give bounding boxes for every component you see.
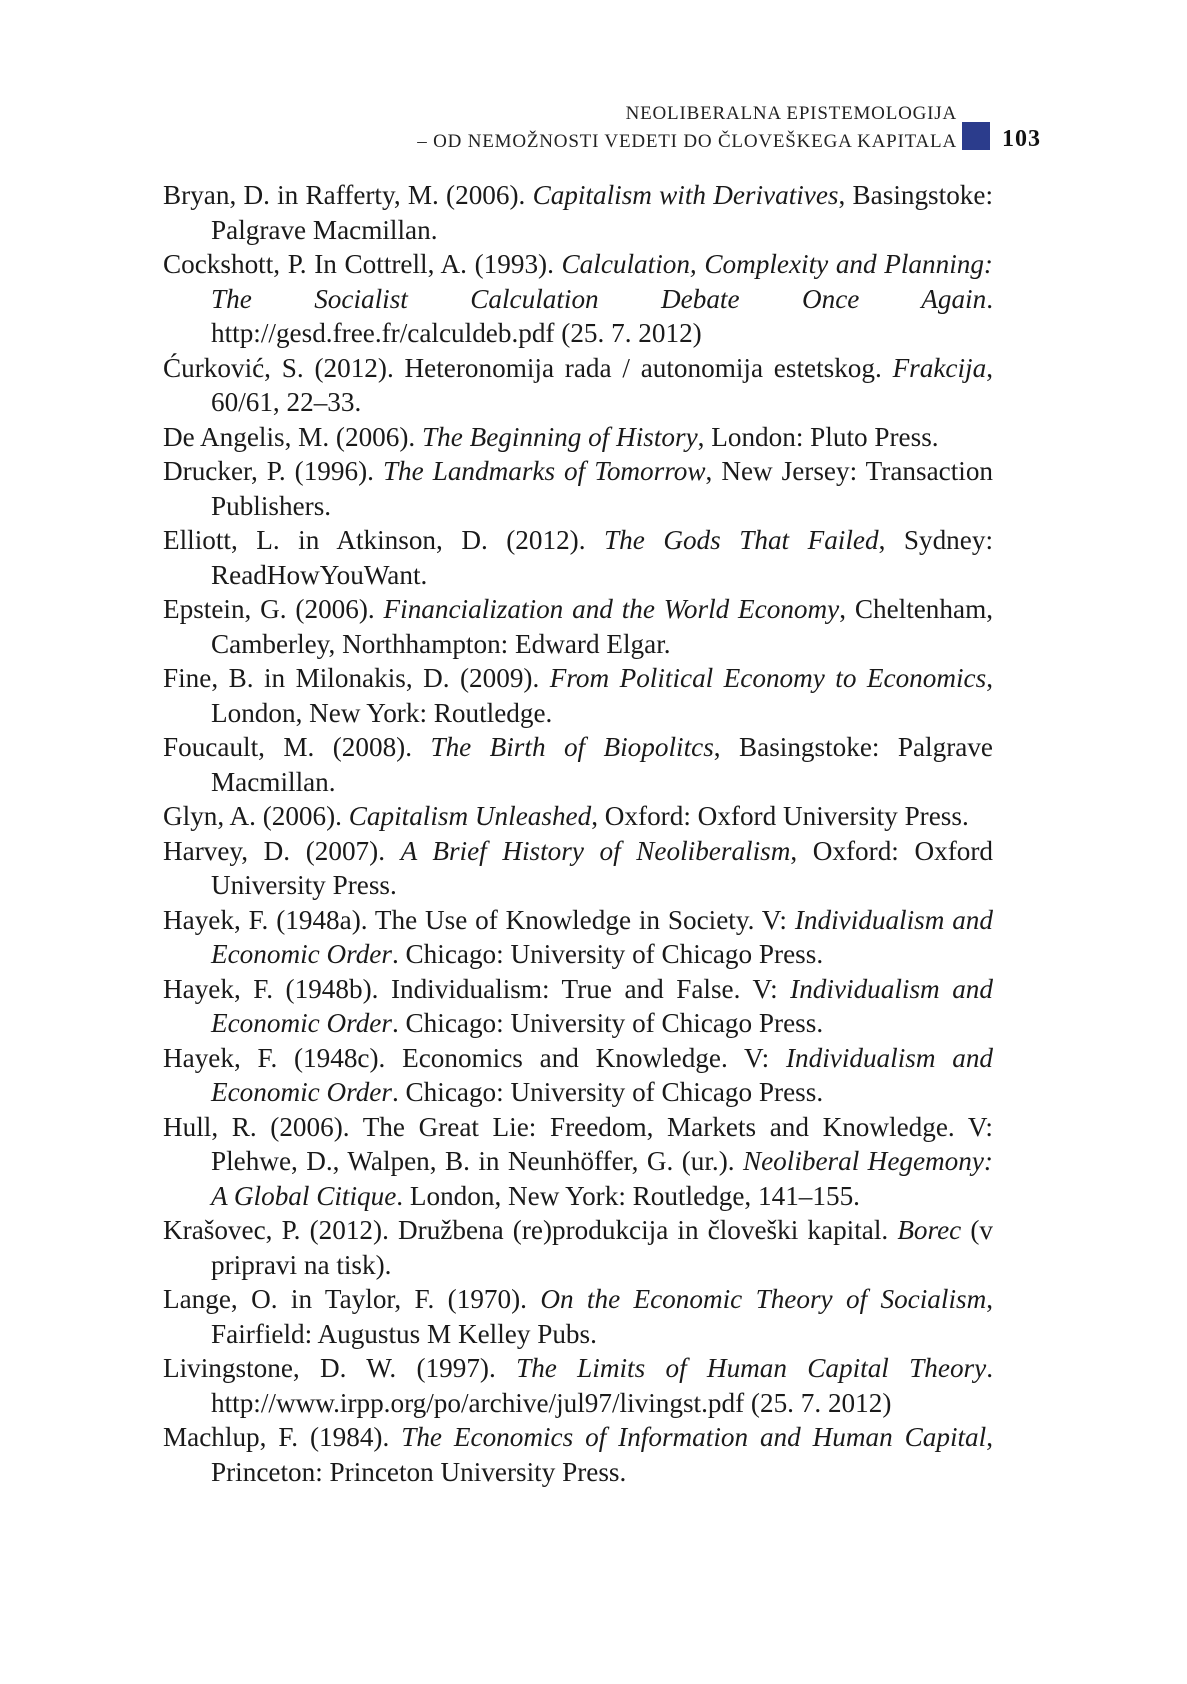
page-number: 103 (1002, 126, 1041, 152)
reference-authors-year: Elliott, L. in Atkinson, D. (2012). (163, 525, 605, 555)
reference-entry (163, 592, 993, 661)
reference-title: Frakcija (892, 352, 987, 383)
reference-publication: , Cheltenham, Camberley, Northhampton: Edward Elgar. (211, 594, 994, 659)
reference-publication: . Chicago: University of Chicago Press. (391, 1008, 824, 1038)
reference-entry (163, 1041, 993, 1110)
reference-publication: , London, New York: Routledge. (211, 663, 993, 728)
reference-title: Capitalism with Derivatives (532, 180, 839, 210)
reference-entry (163, 1110, 993, 1214)
reference-title: Financialization and the World Economy (383, 594, 840, 624)
reference-publication: , Basingstoke: Palgrave Macmillan. (211, 732, 993, 797)
reference-entry (163, 247, 993, 351)
reference-authors-year: Ćurković, S. (2012). Heteronomija rada / autonomija estetskog. (163, 352, 893, 383)
reference-title: The Limits of Human Capital Theory (516, 1353, 987, 1383)
reference-entry (163, 1420, 993, 1489)
reference-entry (163, 730, 993, 799)
reference-publication: , Basingstoke: Palgrave Macmillan. (211, 180, 994, 245)
reference-publication: (v pripravi na tisk). (211, 1215, 994, 1280)
reference-authors-year: Epstein, G. (2006). (163, 594, 384, 624)
reference-authors-year: Cockshott, P. In Cottrell, A. (1993). (163, 249, 562, 279)
reference-entry (163, 351, 993, 420)
reference-authors-year: Hull, R. (2006). The Great Lie: Freedom, Markets and Knowledge. V: Plehwe, D., Walpen, B. in Neunhöffer, G. (ur.). (163, 1111, 993, 1176)
reference-entry (163, 903, 993, 972)
reference-authors-year: Drucker, P. (1996). (163, 456, 383, 486)
reference-publication: , Sydney: ReadHowYouWant. (211, 525, 993, 590)
reference-title: Neoliberal Hegemony: A Global Citique (211, 1146, 993, 1211)
reference-publication: . Chicago: University of Chicago Press. (391, 1077, 824, 1107)
reference-entry (163, 454, 993, 523)
reference-entry (163, 972, 993, 1041)
reference-title: Individualism and Economic Order (211, 904, 993, 969)
reference-authors-year: Bryan, D. in Rafferty, M. (2006). (163, 180, 533, 210)
reference-entry (163, 799, 993, 834)
reference-authors-year: Lange, O. in Taylor, F. (1970). (163, 1284, 541, 1314)
reference-entry (163, 1213, 993, 1282)
reference-list (163, 178, 993, 1489)
reference-authors-year: Hayek, F. (1948c). Economics and Knowledge. V: (163, 1042, 786, 1073)
reference-publication: , 60/61, 22–33. (211, 352, 993, 417)
reference-title: The Beginning of History (422, 421, 698, 452)
reference-publication: . Chicago: University of Chicago Press. (391, 939, 824, 969)
reference-title: On the Economic Theory of Socialism (540, 1284, 987, 1314)
running-header-line-1: NEOLIBERALNA EPISTEMOLOGIJA (625, 103, 957, 124)
reference-publication: . London, New York: Routledge, 141–155. (396, 1180, 860, 1211)
reference-entry (163, 1351, 993, 1420)
reference-authors-year: Fine, B. in Milonakis, D. (2009). (163, 663, 550, 693)
reference-title: Individualism and Economic Order (211, 973, 993, 1038)
reference-publication: . http://www.irpp.org/po/archive/jul97/livingst.pdf (25. 7. 2012) (211, 1353, 993, 1418)
reference-publication: . http://gesd.free.fr/calculdeb.pdf (25. 7. 2012) (211, 283, 993, 348)
reference-authors-year: Harvey, D. (2007). (163, 835, 401, 866)
reference-publication: , Oxford: Oxford University Press. (211, 835, 993, 900)
reference-authors-year: De Angelis, M. (2006). (163, 421, 423, 452)
reference-title: Borec (897, 1215, 962, 1245)
reference-title: The Birth of Biopolitcs (430, 732, 714, 762)
reference-publication: , Oxford: Oxford University Press. (591, 801, 969, 831)
reference-authors-year: Hayek, F. (1948b). Individualism: True and False. V: (163, 973, 791, 1004)
reference-title: From Political Economy to Economics (549, 663, 987, 693)
header-marker-square (962, 122, 990, 150)
reference-title: The Landmarks of Tomorrow (382, 456, 706, 486)
reference-title: The Gods That Failed (604, 525, 879, 555)
reference-publication: , London: Pluto Press. (697, 421, 939, 452)
reference-title: Calculation, Complexity and Planning: The Socialist Calculation Debate Once Again (211, 249, 993, 314)
reference-publication: , New Jersey: Transaction Publishers. (211, 456, 994, 521)
reference-entry (163, 834, 993, 903)
reference-entry (163, 661, 993, 730)
reference-entry (163, 178, 993, 247)
reference-title: A Brief History of Neoliberalism (400, 835, 791, 866)
reference-entry (163, 420, 993, 455)
reference-entry (163, 523, 993, 592)
reference-title: Capitalism Unleashed (348, 801, 592, 831)
running-header (417, 100, 957, 156)
reference-authors-year: Krašovec, P. (2012). Družbena (re)produkcija in človeški kapital. (163, 1215, 898, 1245)
reference-entry (163, 1282, 993, 1351)
reference-title: The Economics of Information and Human Capital (401, 1422, 987, 1452)
reference-title: Individualism and Economic Order (211, 1042, 994, 1107)
reference-authors-year: Machlup, F. (1984). (163, 1422, 402, 1452)
running-header-line-2: – OD NEMOŽNOSTI VEDETI DO ČLOVEŠKEGA KAPITALA (417, 131, 957, 152)
reference-publication: , Princeton: Princeton University Press. (211, 1422, 993, 1487)
reference-authors-year: Hayek, F. (1948a). The Use of Knowledge in Society. V: (163, 904, 795, 935)
reference-authors-year: Livingstone, D. W. (1997). (163, 1353, 517, 1383)
reference-authors-year: Glyn, A. (2006). (163, 801, 349, 831)
reference-authors-year: Foucault, M. (2008). (163, 732, 431, 762)
reference-publication: , Fairfield: Augustus M Kelley Pubs. (211, 1284, 994, 1349)
